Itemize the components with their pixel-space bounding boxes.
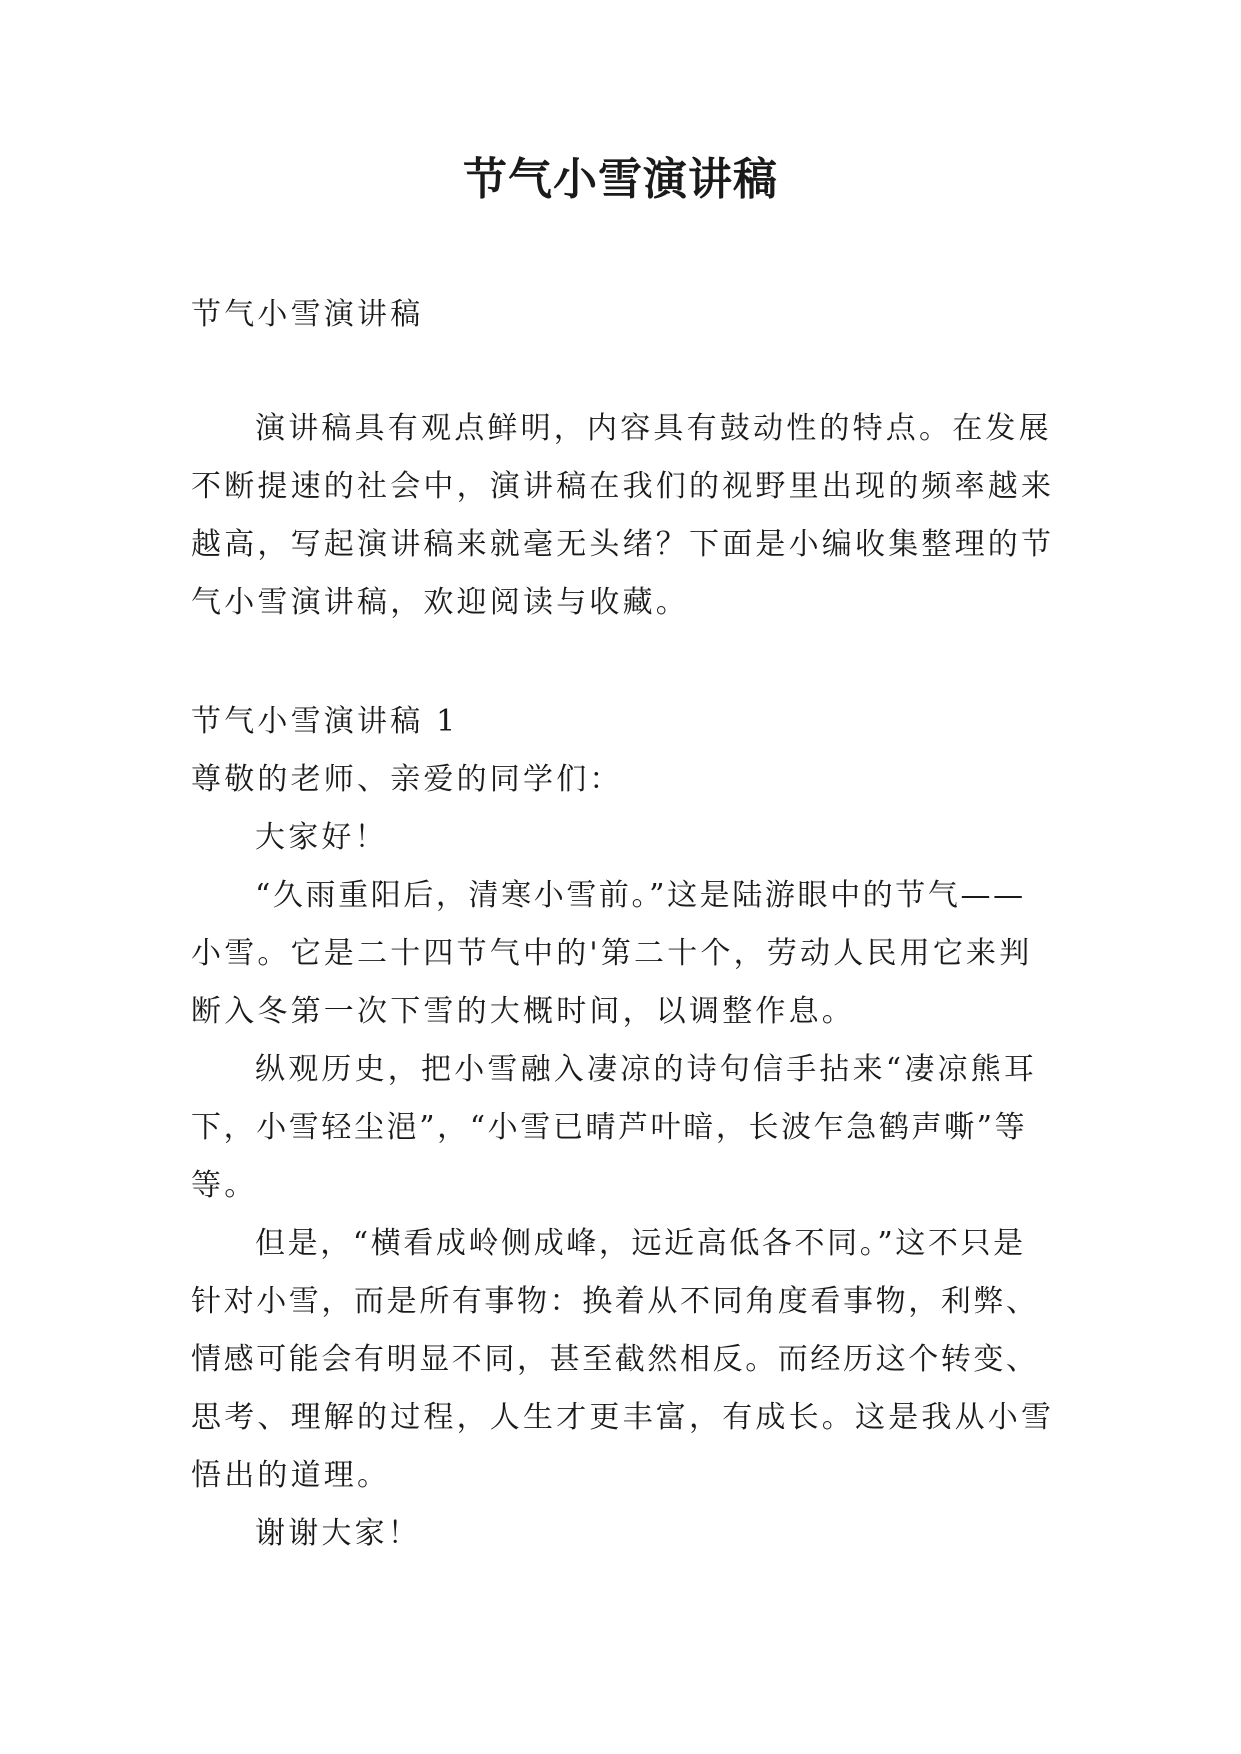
intro-line-4: 气小雪演讲稿，欢迎阅读与收藏。 (191, 585, 689, 620)
salutation: 尊敬的老师、亲爱的同学们： (191, 762, 623, 797)
para1-line-1: “久雨重阳后，清寒小雪前。”这是陆游眼中的节气—— (255, 878, 1026, 913)
para2-line-3: 等。 (191, 1168, 258, 1203)
intro-line-3: 越高，写起演讲稿来就毫无头绪？下面是小编收集整理的节 (191, 527, 1055, 562)
para2-line-1: 纵观历史，把小雪融入凄凉的诗句信手拈来“凄凉熊耳 (255, 1052, 1038, 1087)
greeting: 大家好！ (255, 820, 388, 855)
closing: 谢谢大家！ (255, 1516, 421, 1551)
para3-line-5: 悟出的道理。 (191, 1458, 391, 1493)
para2-line-2: 下，小雪轻尘浥”，“小雪已晴芦叶暗，长波乍急鹤声嘶”等 (191, 1110, 1028, 1145)
para1-line-2: 小雪。它是二十四节气中的'第二十个，劳动人民用它来判 (191, 936, 1033, 971)
document-subtitle: 节气小雪演讲稿 (191, 297, 424, 332)
para3-line-2: 针对小雪，而是所有事物：换着从不同角度看事物，利弊、 (191, 1284, 1039, 1319)
intro-line-1: 演讲稿具有观点鲜明，内容具有鼓动性的特点。在发展 (255, 411, 1052, 446)
document-title: 节气小雪演讲稿 (463, 154, 778, 205)
section-heading: 节气小雪演讲稿 1 (191, 704, 459, 739)
para3-line-3: 情感可能会有明显不同，甚至截然相反。而经历这个转变、 (191, 1342, 1039, 1377)
para3-line-4: 思考、理解的过程，人生才更丰富，有成长。这是我从小雪 (191, 1400, 1055, 1435)
para3-line-1: 但是，“横看成岭侧成峰，远近高低各不同。”这不只是 (255, 1226, 1026, 1261)
intro-line-2: 不断提速的社会中，演讲稿在我们的视野里出现的频率越来 (191, 469, 1055, 504)
para1-line-3: 断入冬第一次下雪的大概时间，以调整作息。 (191, 994, 855, 1029)
